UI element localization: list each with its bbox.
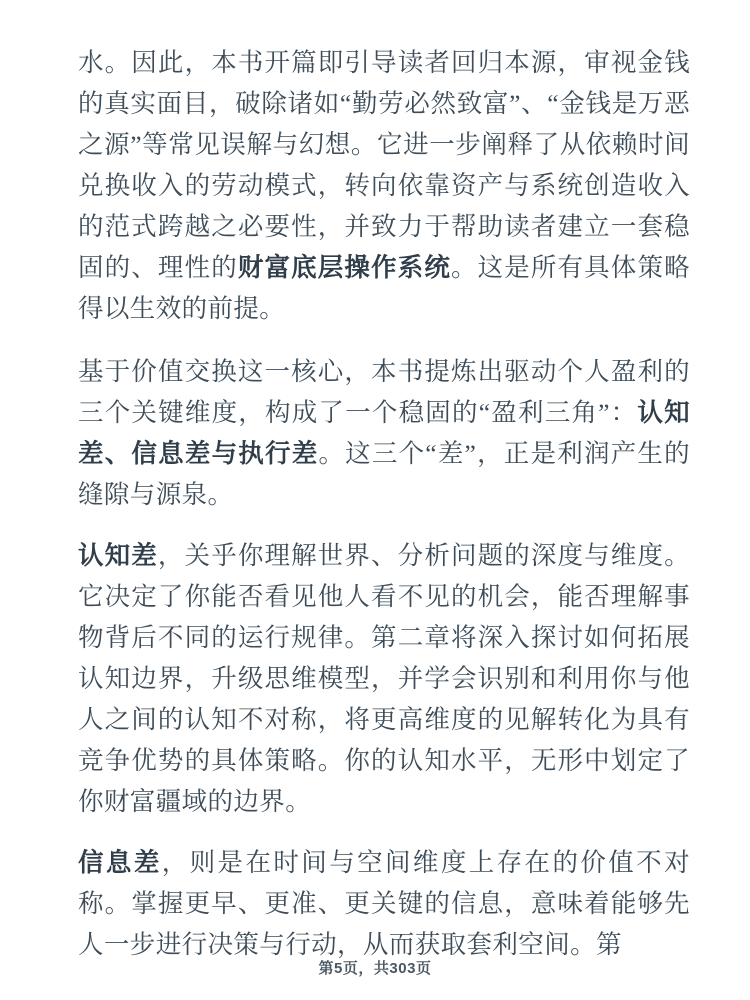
- paragraph-3: [78, 535, 690, 822]
- text-run-bold: 财富底层操作系统: [237, 253, 451, 282]
- footer-suffix: 页: [415, 960, 432, 977]
- text-run: 水。因此，本书开篇即引导读者回归本源，审视金钱的真实面目，破除诸如“勤劳必然致富”、“金钱是万恶之源”等常见误解与幻想。它进一步阐释了从依赖时间兑换收入的劳动模式，转向依靠资产与系统创造收入的范式跨越之必要性，并致力于帮助读者建立一套稳固的、理性的: [78, 48, 690, 282]
- text-run: ，关乎你理解世界、分析问题的深度与维度。它决定了你能否看见他人看不见的机会，能否理解事物背后不同的运行规律。第二章将深入探讨如何拓展认知边界，升级思维模型，并学会识别和利用你与他人之间的认知不对称，将更高维度的见解转化为具有竞争优势的具体策略。你的认知水平，无形中划定了你财富疆域的边界。: [78, 541, 690, 816]
- paragraph-4: [78, 842, 690, 965]
- text-run: 。这三个“差”，正是利润产生的缝隙与源泉。: [78, 439, 690, 509]
- text-run: ，则是在时间与空间维度上存在的价值不对称。掌握更早、更准、更关键的信息，意味着能够先人一步进行决策与行动，从而获取套利空间。第: [78, 848, 690, 959]
- footer-current-page: 5: [334, 960, 343, 977]
- text-run-bold: 认知差: [78, 541, 158, 570]
- text-run-bold: 信息差: [78, 848, 162, 877]
- footer-total-pages: 303: [389, 960, 416, 977]
- footer-prefix: 第: [318, 960, 335, 977]
- page-footer: [0, 957, 750, 978]
- text-run-bold: 认知差、信息差与执行差: [78, 398, 690, 468]
- text-run: 。这是所有具体策略得以生效的前提。: [78, 253, 690, 323]
- text-run: 基于价值交换这一核心，本书提炼出驱动个人盈利的三个关键维度，构成了一个稳固的“盈利三角”：: [78, 357, 690, 427]
- paragraph-1: [78, 42, 690, 329]
- footer-middle: 页，共: [342, 960, 390, 977]
- paragraph-2: [78, 351, 690, 515]
